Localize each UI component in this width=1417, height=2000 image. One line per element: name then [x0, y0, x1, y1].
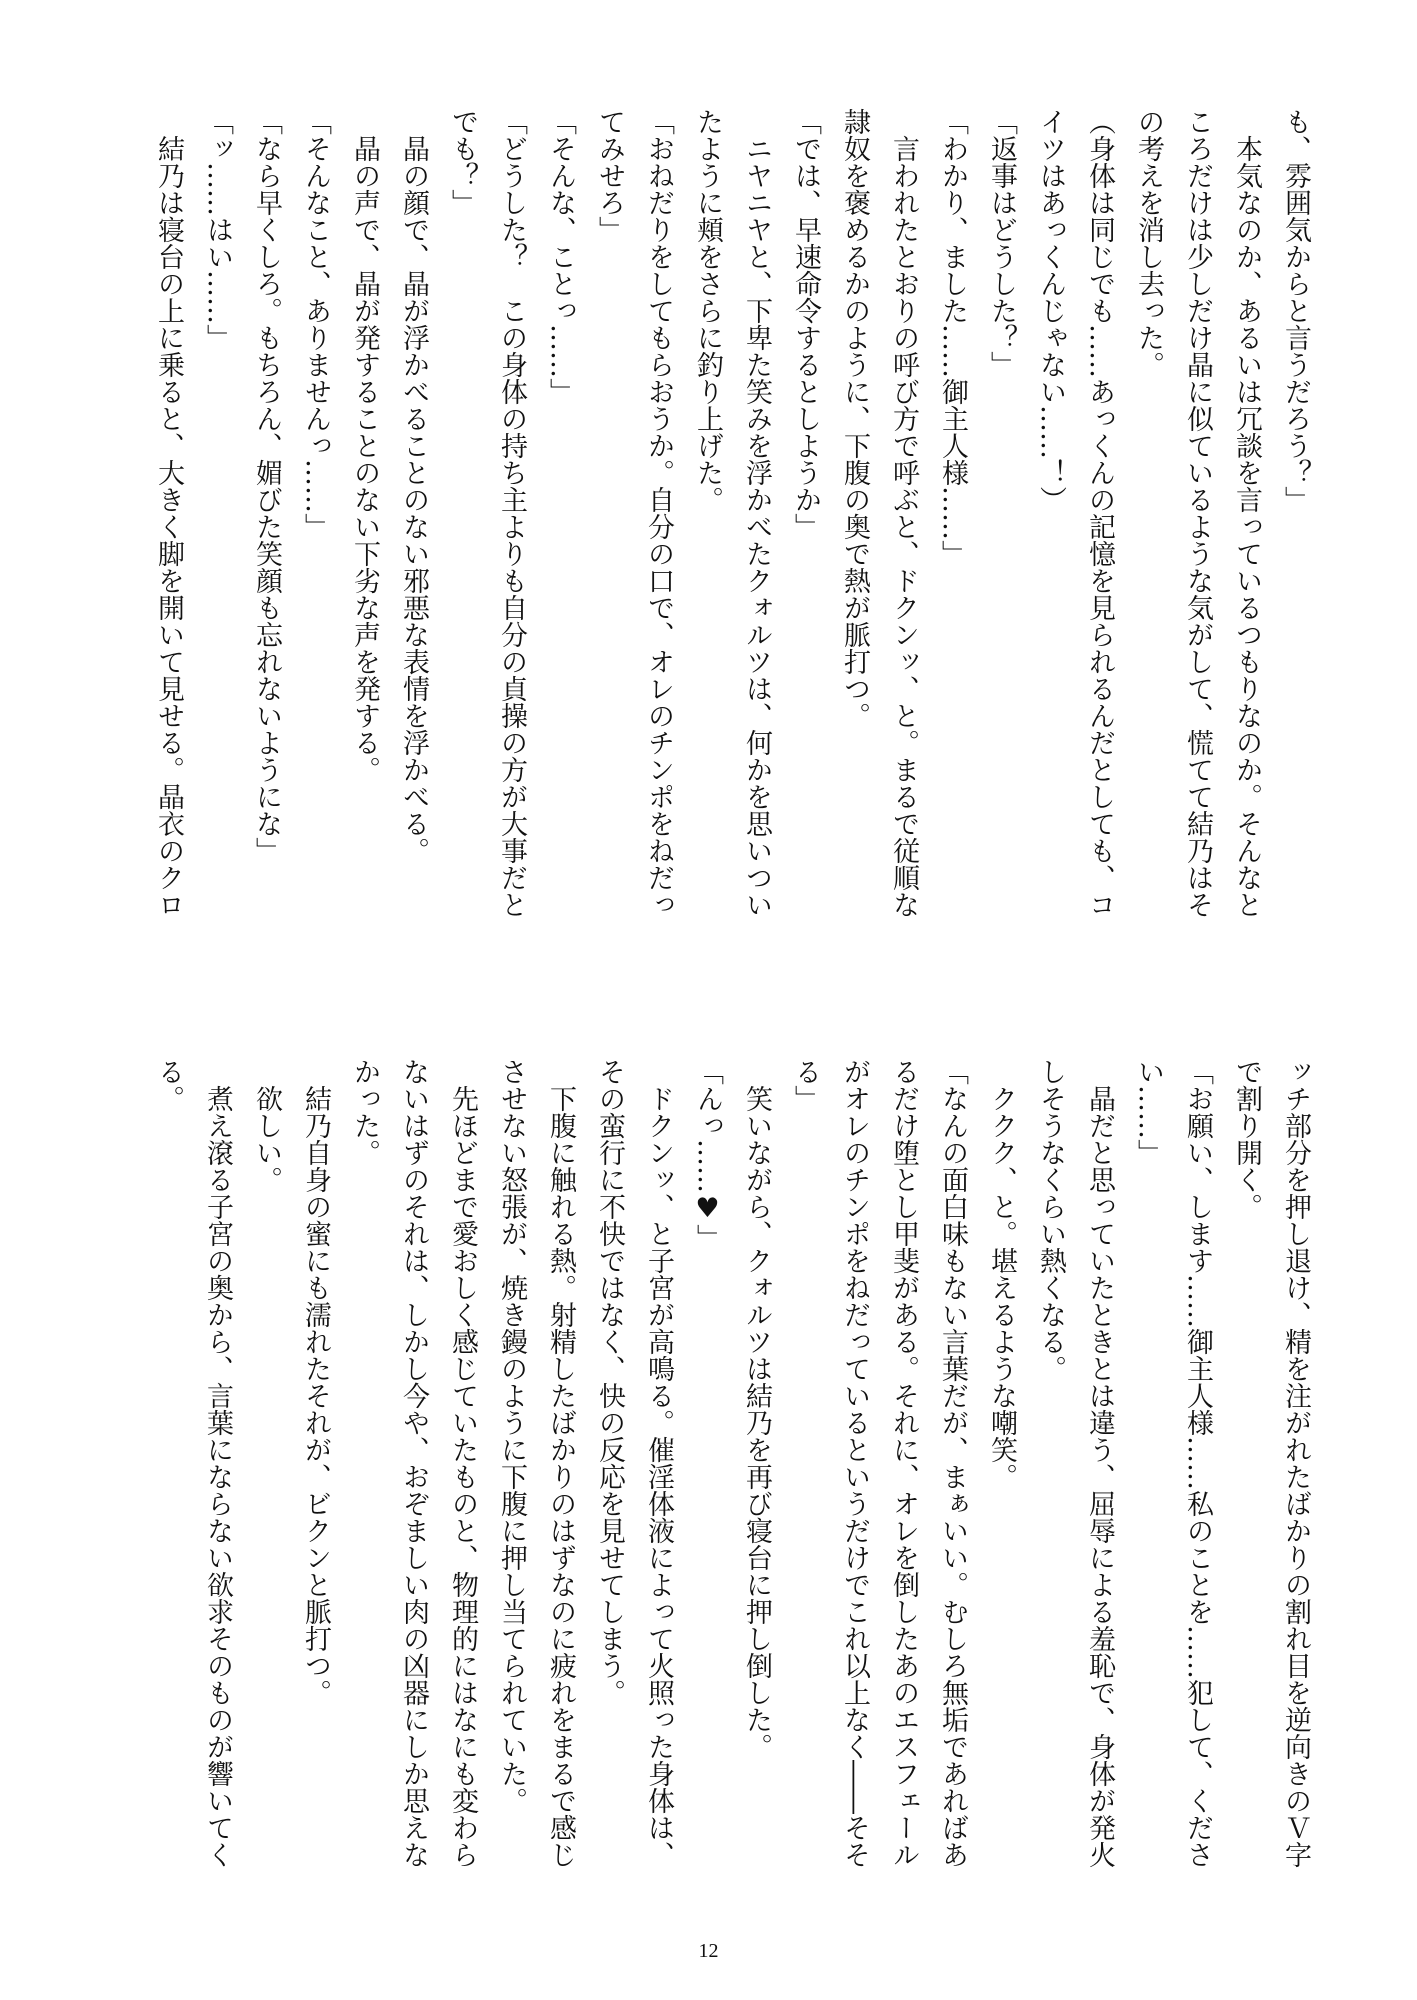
- page-number: 12: [698, 1940, 719, 1962]
- text-line: 結乃自身の蜜にも濡れたそれが、ビクンと脈打つ。: [300, 1058, 331, 1706]
- text-line: その蛮行に不快ではなく、快の反応を見せてしまう。: [594, 1058, 625, 1706]
- text-line: しそうなくらい熱くなる。: [1035, 1058, 1066, 1382]
- text-line: 結乃は寝台の上に乗ると、大きく脚を開いて見せる。晶衣のクロ: [153, 108, 184, 918]
- text-line: ニヤニヤと、下卑た笑みを浮かべたクォルツは、何かを思いつい: [741, 108, 772, 918]
- text-line: 「なら早くしろ。もちろん、媚びた笑顔も忘れないようにな」: [251, 108, 282, 864]
- text-line: 「なんの面白味もない言葉だが、まぁいい。むしろ無垢であればあ: [937, 1058, 968, 1868]
- text-line: ころだけは少しだけ晶に似ているような気がして、慌てて結乃はそ: [1182, 108, 1213, 918]
- text-line: ッチ部分を押し退け、精を注がれたばかりの割れ目を逆向きのＶ字: [1280, 1058, 1311, 1868]
- text-line: かった。: [349, 1058, 380, 1166]
- text-line: がオレのチンポをねだっているというだけでこれ以上なく――そそ: [839, 1058, 870, 1868]
- text-line: 言われたとおりの呼び方で呼ぶと、ドクンッ、と。まるで従順な: [888, 108, 919, 918]
- text-line: 「わかり、ました……御主人様……」: [937, 108, 968, 567]
- text-line: の考えを消し去った。: [1133, 108, 1164, 378]
- text-line: てみせろ」: [594, 108, 625, 243]
- text-line: 「そんな、ことっ……」: [545, 108, 576, 405]
- text-line: （身体は同じでも……あっくんの記憶を見られるんだとしても、コ: [1084, 108, 1115, 918]
- text-line: 晶の声で、晶が発することのない下劣な声を発する。: [349, 108, 380, 783]
- text-line: ドクンッ、と子宮が高鳴る。催淫体液によって火照った身体は、: [643, 1058, 674, 1868]
- text-line: 隷奴を褒めるかのように、下腹の奥で熱が脈打つ。: [839, 108, 870, 729]
- text-line: 先ほどまで愛おしく感じていたものと、物理的にはなにも変わら: [447, 1058, 478, 1868]
- text-line: たように頬をさらに釣り上げた。: [692, 108, 723, 513]
- text-line: 晶の顔で、晶が浮かべることのない邪悪な表情を浮かべる。: [398, 108, 429, 864]
- text-line: 本気なのか、あるいは冗談を言っているつもりなのか。そんなと: [1231, 108, 1262, 918]
- text-line: させない怒張が、焼き鏝のように下腹に押し当てられていた。: [496, 1058, 527, 1814]
- text-line: 「返事はどうした？」: [986, 108, 1017, 378]
- text-line: イツはあっくんじゃない……！）: [1035, 108, 1066, 513]
- text-line: 「お願い、します……御主人様……私のことを……犯して、くださ: [1182, 1058, 1213, 1868]
- text-line: で割り開く。: [1231, 1058, 1262, 1220]
- top-text-block: [144, 108, 1320, 928]
- text-line: い……」: [1133, 1058, 1164, 1166]
- text-line: も、雰囲気からと言うだろう？」: [1280, 108, 1311, 513]
- text-line: 「そんなこと、ありませんっ……」: [300, 108, 331, 540]
- text-line: 晶だと思っていたときとは違う、屈辱による羞恥で、身体が発火: [1084, 1058, 1115, 1868]
- text-line: るだけ堕とし甲斐がある。それに、オレを倒したあのエスフェール: [888, 1058, 919, 1868]
- text-line: る。: [153, 1058, 184, 1112]
- text-line: 笑いながら、クォルツは結乃を再び寝台に押し倒した。: [741, 1058, 772, 1760]
- text-line: 「では、早速命令するとしようか」: [790, 108, 821, 540]
- text-line: る」: [790, 1058, 821, 1112]
- text-line: 煮え滾る子宮の奥から、言葉にならない欲求そのものが響いてく: [202, 1058, 233, 1868]
- text-line: 欲しい。: [251, 1058, 282, 1193]
- text-line: 「どうした？ この身体の持ち主よりも自分の貞操の方が大事だと: [496, 108, 527, 918]
- text-line: 「んっ……♥」: [692, 1058, 723, 1251]
- bottom-text-block: [144, 1058, 1320, 1878]
- text-line: ククク、と。堪えるような嘲笑。: [986, 1058, 1017, 1490]
- text-line: 「おねだりをしてもらおうか。自分の口で、オレのチンポをねだっ: [643, 108, 674, 918]
- text-line: ないはずのそれは、しかし今や、おぞましい肉の凶器にしか思えな: [398, 1058, 429, 1868]
- text-line: 「ッ……はい……」: [202, 108, 233, 351]
- text-line: でも？」: [447, 108, 478, 216]
- text-line: 下腹に触れる熱。射精したばかりのはずなのに疲れをまるで感じ: [545, 1058, 576, 1868]
